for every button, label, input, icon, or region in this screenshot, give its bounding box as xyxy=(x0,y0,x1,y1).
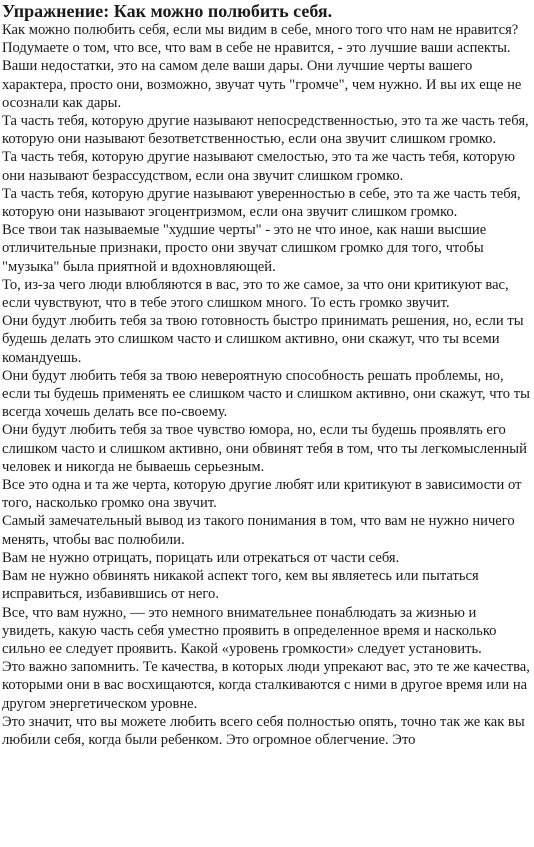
paragraph: Та часть тебя, которую другие называют смелостью, это та же часть тебя, которую они называют безрассудством, если она звучит слишком громко. xyxy=(2,149,516,184)
paragraph: Та часть тебя, которую другие называют непосредственностью, это та же часть тебя, которую они называют безответственностью, если она звучит слишком громко. xyxy=(2,113,529,148)
paragraph: Это значит, что вы можете любить всего себя полностью опять, точно так же как вы любили себя, когда были ребенком. Это огромное облегчение. Это xyxy=(2,713,525,748)
paragraph: То, из-за чего люди влюбляются в вас, это то же самое, за что они критикуют вас, если чувствуют, что в тебе этого слишком много. То есть громко звучит. xyxy=(2,276,509,312)
paragraph: Самый замечательный вывод из такого понимания в том, что вам не нужно ничего менять, чтобы вас полюбили. xyxy=(2,513,515,548)
paragraph: Они будут любить тебя за твою готовность быстро принимать решения, но, если ты будешь делать это слишком часто и слишком активно, они скажут, что ты всеми командуешь. xyxy=(2,313,524,366)
paragraph: Подумаете о том, что все, что вам в себе не нравится, - это лучшие ваши аспекты. xyxy=(2,40,511,57)
paragraph: Ваши недостатки, это на самом деле ваши дары. Они лучшие черты вашего характера, просто они, возможно, звучат чуть "громче", чем нужно. И вы их еще не осознали как дары. xyxy=(2,58,522,111)
paragraph: Та часть тебя, которую другие называют уверенностью в себе, это та же часть тебя, которую они называют эгоцентризмом, если она звучит слишком громко. xyxy=(2,185,521,221)
document-body xyxy=(2,21,530,749)
paragraph: Вам не нужно отрицать, порицать или отрекаться от части себя. xyxy=(2,549,400,566)
paragraph: Все твои так называемые "худшие черты" - это не что иное, как наши высшие отличительные признаки, просто они звучат слишком громко для того, чтобы "музыка" была приятной и вдохновляющей. xyxy=(2,222,487,275)
document-title: Упражнение: Как можно полюбить себя. xyxy=(2,1,333,21)
paragraph: Они будут любить тебя за твою невероятную способность решать проблемы, но, если ты будешь применять ее слишком часто и слишком активно, они скажут, что ты всегда хочешь делать все по-своему. xyxy=(2,367,530,421)
paragraph: Все это одна и та же черта, которую другие любят или критикуют в зависимости от того, насколько громко она звучит. xyxy=(2,477,522,512)
paragraph: Как можно полюбить себя, если мы видим в себе, много того что нам не нравится? xyxy=(2,22,519,38)
paragraph: Они будут любить тебя за твое чувство юмора, но, если ты будешь проявлять его слишком часто и слишком активно, они обвинят тебя в том, что ты легкомысленный человек и никогда не бываешь серьезным. xyxy=(2,422,527,475)
paragraph: Все, что вам нужно, — это немного внимательнее понаблюдать за жизнью и увидеть, какую часть себя уместно проявить в определенное время и насколько сильно ее следует проявить. Какой «уровень громкости» следует установить. xyxy=(2,604,497,657)
paragraph: Вам не нужно обвинять никакой аспект того, кем вы являетесь или пытаться исправиться, избавившись от него. xyxy=(2,568,479,603)
paragraph: Это важно запомнить. Те качества, в которых люди упрекают вас, это те же качества, которыми они в вас восхищаются, когда сталкиваются с ними в другое время или на другом энергетическом уровне. xyxy=(2,659,530,712)
